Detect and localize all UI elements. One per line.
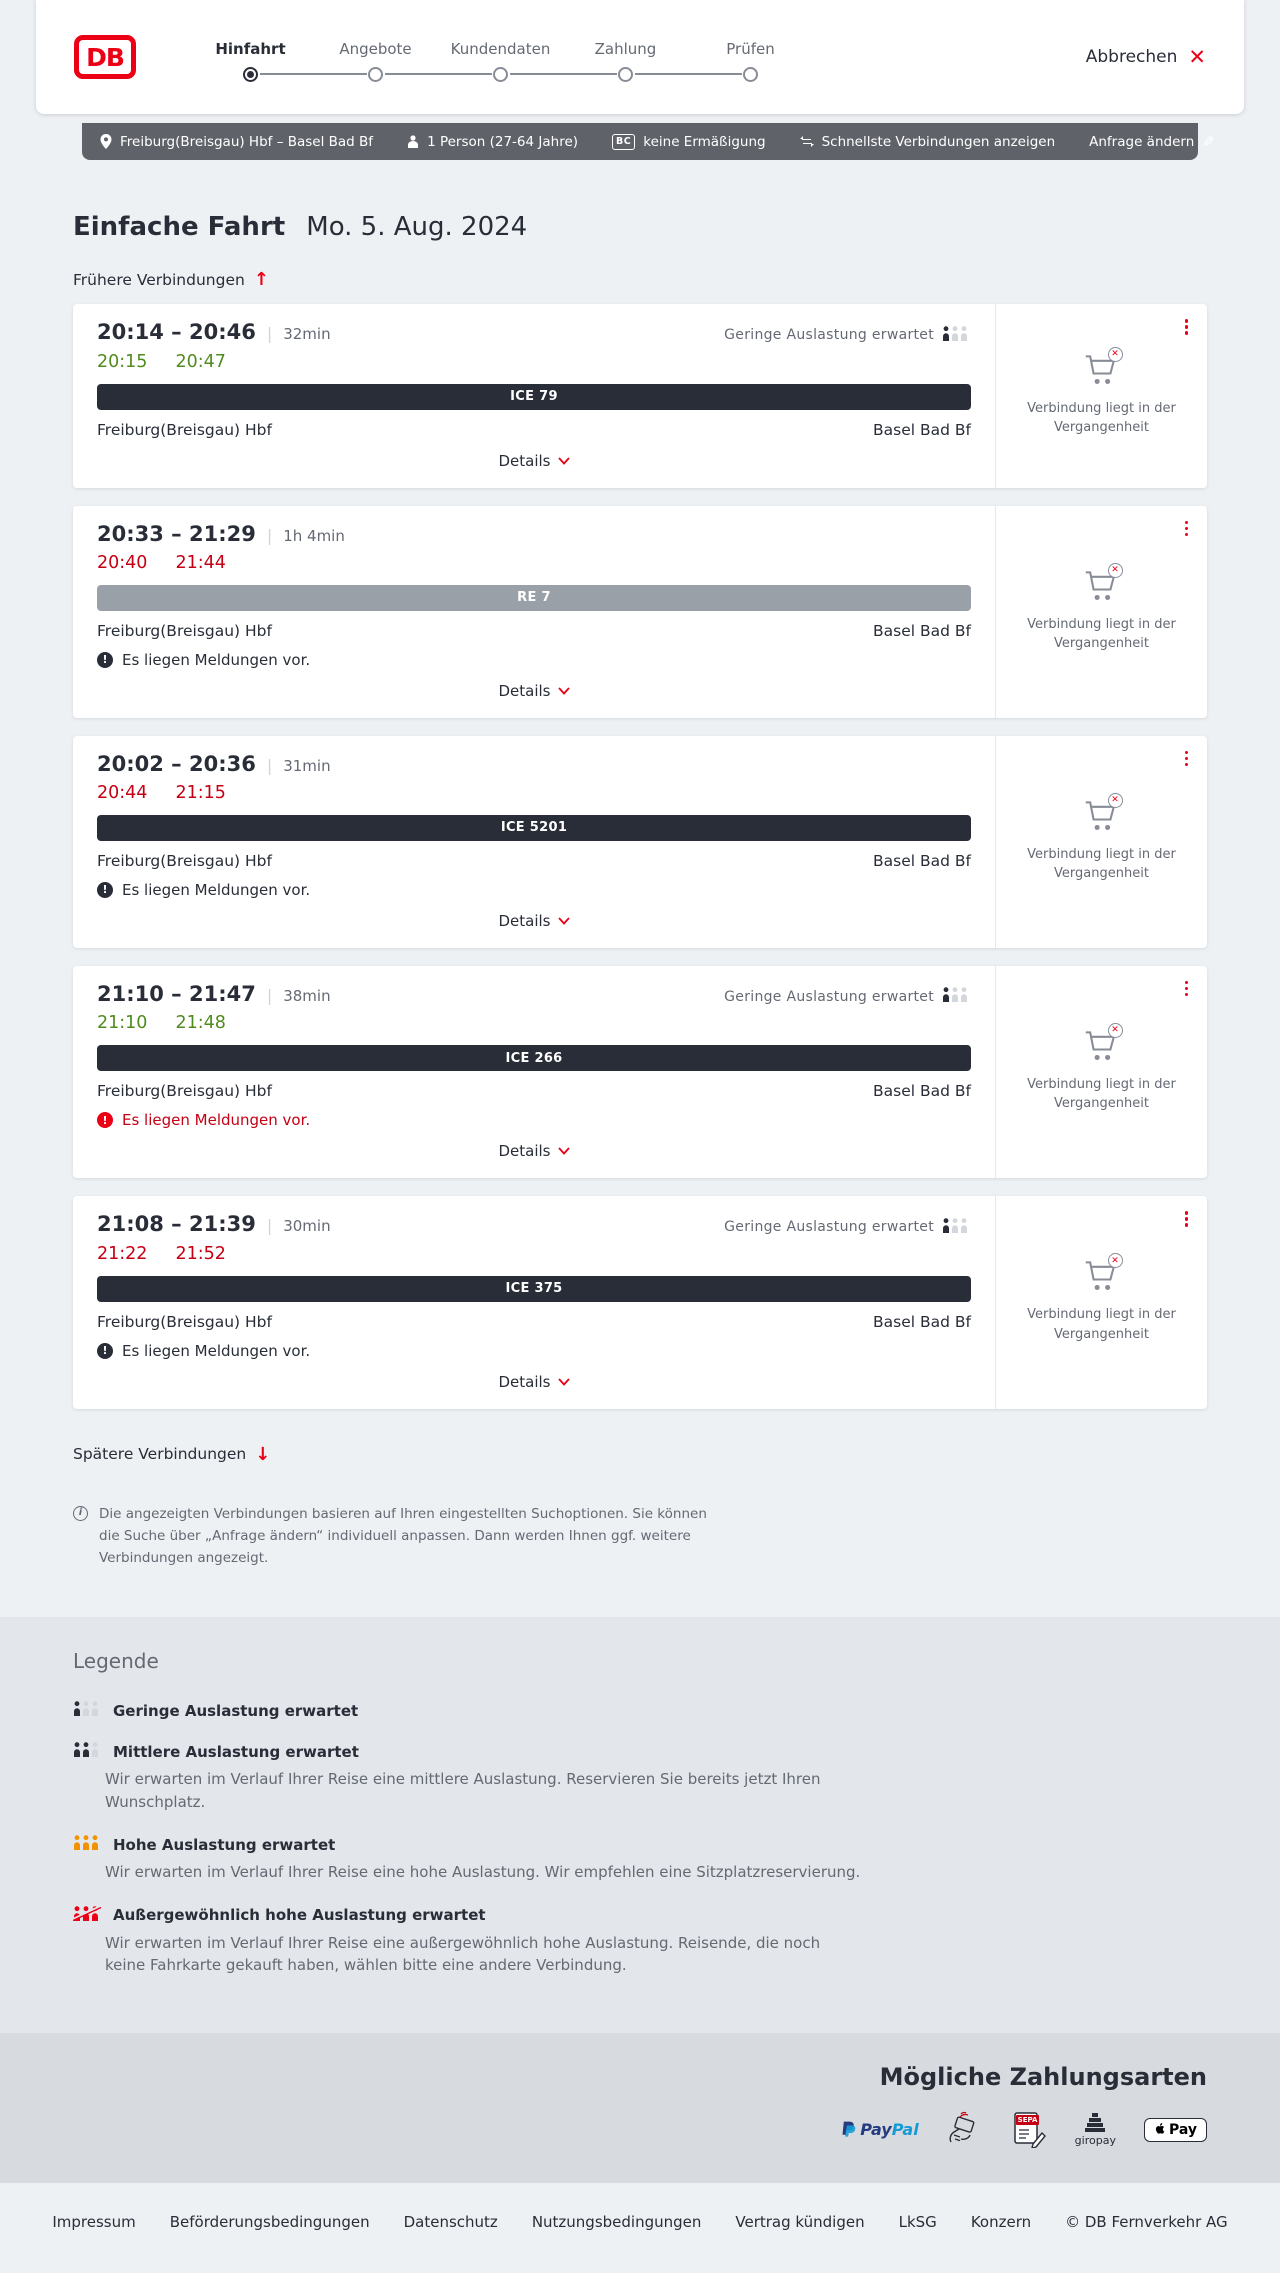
copyright: © DB Fernverkehr AG [1065, 2212, 1228, 2231]
wizard-step[interactable] [313, 40, 438, 82]
arrival-station: Basel Bad Bf [873, 621, 971, 640]
train-label-bar: RE 7 [97, 585, 971, 611]
step-label: Hinfahrt [215, 40, 286, 58]
legend-item-title: Geringe Auslastung erwartet [113, 1701, 359, 1720]
separator: | [266, 755, 273, 775]
footer-link[interactable]: Vertrag kündigen [735, 2212, 865, 2231]
connection-card [73, 304, 1207, 488]
past-connection-note: Verbindung liegt in der Vergangenheit [1027, 616, 1176, 651]
message-text: Es liegen Meldungen vor. [122, 880, 311, 899]
connection-message [97, 651, 971, 669]
trip-duration: 31min [283, 756, 331, 775]
cart-unavailable-icon [1084, 349, 1120, 389]
trip-duration: 32min [283, 325, 331, 343]
departure-station: Freiburg(Breisgau) Hbf [97, 621, 272, 640]
step-label: Zahlung [594, 40, 657, 58]
message-text: Es liegen Meldungen vor. [122, 1341, 311, 1360]
cart-x-badge-icon: ✕ [1108, 563, 1123, 578]
message-text: Es liegen Meldungen vor. [122, 650, 311, 669]
earlier-connections-link[interactable] [73, 269, 269, 290]
arrow-up-icon: ↑ [253, 269, 269, 290]
train-label-bar: ICE 79 [97, 384, 971, 410]
fastest-connections-toggle[interactable] [800, 134, 1056, 150]
actual-departure-time: 20:40 [97, 552, 148, 573]
details-label: Details [498, 681, 551, 700]
passenger-label: 1 Person (27-64 Jahre) [427, 133, 579, 150]
message-text: Es liegen Meldungen vor. [122, 1111, 311, 1129]
occupancy-persons-icon [73, 1742, 102, 1761]
bahncard-icon: BC [612, 134, 635, 150]
warning-icon: ! [97, 1112, 113, 1128]
arrival-station: Basel Bad Bf [873, 1312, 971, 1331]
chevron-down-icon [558, 917, 570, 925]
trip-date: Mo. 5. Aug. 2024 [306, 212, 528, 242]
route-summary [100, 134, 373, 150]
edit-label: Anfrage ändern [1089, 133, 1195, 150]
db-logo[interactable]: DB [74, 35, 136, 79]
details-toggle[interactable] [498, 912, 569, 930]
scheduled-time-range: 21:10 – 21:47 [97, 981, 256, 1006]
cart-unavailable-icon [1084, 1025, 1120, 1065]
occupancy-persons-icon [73, 1701, 102, 1720]
legend-item [73, 1742, 1207, 1813]
payment-title: Mögliche Zahlungsarten [879, 2062, 1207, 2091]
later-label: Spätere Verbindungen [73, 1445, 247, 1463]
legend-item-description: Wir erwarten im Verlauf Ihrer Reise eine außergewöhnlich hohe Auslastung. Reisende, die noch keine Fahrkarte gekauft haben, wählen bitte eine andere Verbindung. [105, 1933, 821, 1975]
kebab-menu-icon[interactable] [1183, 1209, 1191, 1229]
actual-departure-time: 21:10 [97, 1013, 148, 1033]
past-connection-note: Verbindung liegt in der Vergangenheit [1027, 400, 1176, 436]
pencil-icon: ✎ [1202, 132, 1215, 151]
legend-item [73, 1701, 1207, 1720]
details-toggle[interactable] [498, 1373, 569, 1391]
departure-station: Freiburg(Breisgau) Hbf [97, 1312, 272, 1331]
footer-link[interactable]: Beförderungsbedingungen [169, 2212, 370, 2231]
connection-card [73, 506, 1207, 718]
step-dot-icon [368, 67, 383, 82]
arrow-down-icon: ↓ [255, 1443, 271, 1465]
wizard-step[interactable] [563, 40, 688, 82]
edit-request-button[interactable] [1089, 133, 1215, 151]
legend-items [73, 1701, 1207, 1977]
close-icon: ✕ [1188, 44, 1206, 69]
past-connection-note: Verbindung liegt in der Vergangenheit [1027, 846, 1176, 881]
occupancy-label: Geringe Auslastung erwartet [724, 327, 934, 343]
person-icon [407, 135, 419, 148]
legend-item-title: Außergewöhnlich hohe Auslastung erwartet [113, 1906, 486, 1925]
trip-summary-bar [82, 123, 1215, 160]
actual-departure-time: 20:44 [97, 782, 148, 803]
occupancy-persons-icon [942, 326, 971, 345]
legend-item-description: Wir erwarten im Verlauf Ihrer Reise eine hohe Auslastung. Wir empfehlen eine Sitzplatzreservierung. [105, 1863, 861, 1882]
details-toggle[interactable] [498, 682, 569, 700]
sepa-icon: SEPA [1013, 2112, 1047, 2148]
page-title [73, 212, 1207, 242]
warning-icon: ! [97, 1343, 113, 1359]
connection-card-side [995, 1196, 1207, 1409]
past-connection-note: Verbindung liegt in der Vergangenheit [1027, 1076, 1176, 1112]
top-header [36, 0, 1244, 114]
arrival-station: Basel Bad Bf [873, 851, 971, 870]
connection-card-side [995, 736, 1207, 948]
departure-station: Freiburg(Breisgau) Hbf [97, 420, 272, 439]
occupancy-label: Geringe Auslastung erwartet [724, 1219, 934, 1235]
connection-message [97, 881, 971, 899]
chevron-down-icon [558, 687, 570, 695]
scheduled-time-range: 20:33 – 21:29 [97, 521, 256, 546]
train-label-bar: ICE 5201 [97, 815, 971, 841]
chevron-down-icon [558, 457, 570, 465]
paypal-logo-icon [841, 2121, 856, 2139]
cart-x-badge-icon: ✕ [1108, 1253, 1123, 1268]
occupancy-label: Geringe Auslastung erwartet [724, 988, 934, 1005]
actual-departure-time: 21:22 [97, 1243, 148, 1264]
kebab-menu-icon[interactable] [1183, 317, 1191, 337]
separator: | [266, 1216, 273, 1235]
connection-message [97, 1111, 971, 1129]
occupancy-indicator [724, 987, 971, 1006]
actual-arrival-time: 21:15 [175, 782, 226, 803]
arrival-station: Basel Bad Bf [873, 1082, 971, 1100]
details-label: Details [498, 451, 551, 470]
main-content [73, 212, 1207, 1569]
step-label: Prüfen [726, 40, 775, 58]
step-dot-icon [243, 67, 258, 82]
actual-arrival-time: 20:47 [175, 351, 226, 372]
scheduled-time-range: 20:02 – 20:36 [97, 751, 256, 776]
legend-item-title: Hohe Auslastung erwartet [113, 1835, 336, 1854]
step-dot-icon [493, 67, 508, 82]
footer-link[interactable]: Datenschutz [403, 2212, 498, 2231]
earlier-label: Frühere Verbindungen [73, 270, 245, 289]
swap-arrows-icon [800, 136, 814, 147]
kebab-menu-icon[interactable] [1183, 519, 1191, 539]
departure-station: Freiburg(Breisgau) Hbf [97, 1082, 272, 1100]
paypal-icon: PayPal [841, 2120, 918, 2139]
discount-label: keine Ermäßigung [643, 133, 766, 150]
connection-card [73, 966, 1207, 1179]
chevron-down-icon [558, 1378, 570, 1386]
info-note [73, 1503, 713, 1570]
step-dot-icon [743, 67, 758, 82]
footer-link[interactable]: Impressum [52, 2212, 136, 2231]
step-label: Angebote [339, 40, 412, 58]
footer-link[interactable]: LkSG [898, 2212, 937, 2231]
scheduled-time-range: 20:14 – 20:46 [97, 320, 256, 344]
trip-type-title: Einfache Fahrt [73, 212, 286, 242]
separator: | [266, 985, 273, 1005]
step-label: Kundendaten [450, 40, 551, 58]
details-toggle[interactable] [498, 1142, 569, 1160]
arrival-station: Basel Bad Bf [873, 420, 971, 439]
cart-unavailable-icon [1084, 795, 1120, 835]
legend-item-title: Mittlere Auslastung erwartet [113, 1742, 359, 1761]
connection-card [73, 736, 1207, 948]
cart-unavailable-icon [1084, 565, 1120, 605]
connection-card-main [73, 506, 995, 718]
later-connections-link[interactable] [73, 1444, 270, 1465]
separator: | [266, 324, 273, 343]
footer-link[interactable]: Konzern [970, 2212, 1032, 2231]
steps [188, 40, 813, 82]
info-note-text: Die angezeigten Verbindungen basieren auf Ihren eingestellten Suchoptionen. Sie können die Suche über „Anfrage ändern“ individuell anpassen. Dann werden Ihnen ggf. weitere Verbindungen angezeigt. [99, 1505, 707, 1567]
actual-arrival-time: 21:44 [175, 552, 226, 573]
chevron-down-icon [558, 1147, 570, 1155]
location-pin-icon [100, 134, 112, 149]
wizard-step[interactable] [188, 40, 313, 82]
payment-section [0, 2033, 1280, 2183]
kebab-menu-icon[interactable] [1183, 749, 1191, 769]
connection-card-side [995, 506, 1207, 718]
cart-x-badge-icon: ✕ [1108, 347, 1123, 362]
kebab-menu-icon[interactable] [1183, 979, 1191, 999]
legend-section [0, 1617, 1280, 2033]
trip-duration: 38min [283, 986, 331, 1005]
past-connection-note: Verbindung liegt in der Vergangenheit [1027, 1307, 1176, 1342]
cancel-button[interactable] [1085, 44, 1206, 69]
occupancy-persons-icon [73, 1835, 102, 1854]
connection-card-side [995, 966, 1207, 1179]
warning-icon: ! [97, 882, 113, 898]
connection-card-main [73, 736, 995, 948]
train-label-bar: ICE 266 [97, 1045, 971, 1071]
occupancy-persons-icon [942, 987, 971, 1006]
footer-link[interactable]: Nutzungsbedingungen [531, 2212, 702, 2231]
connection-card [73, 1196, 1207, 1409]
actual-arrival-time: 21:52 [175, 1243, 226, 1264]
scheduled-time-range: 21:08 – 21:39 [97, 1212, 256, 1236]
legend-item-description: Wir erwarten im Verlauf Ihrer Reise eine mittlere Auslastung. Reservieren Sie bereits jetzt Ihren Wunschplatz. [105, 1770, 821, 1811]
info-icon: i [73, 1506, 88, 1521]
departure-station: Freiburg(Breisgau) Hbf [97, 851, 272, 870]
wizard-step[interactable] [688, 40, 813, 82]
route-label: Freiburg(Breisgau) Hbf – Basel Bad Bf [120, 133, 374, 150]
details-label: Details [498, 1142, 551, 1160]
details-label: Details [498, 1372, 551, 1391]
apple-pay-icon: Pay [1144, 2118, 1207, 2142]
details-toggle[interactable] [498, 452, 569, 470]
passenger-summary [407, 134, 578, 150]
cart-x-badge-icon: ✕ [1108, 1023, 1123, 1038]
fastest-label: Schnellste Verbindungen anzeigen [821, 133, 1056, 150]
giropay-icon: giropay [1075, 2113, 1116, 2147]
discount-summary [612, 134, 766, 150]
cancel-label: Abbrechen [1085, 47, 1178, 67]
occupancy-persons-icon [73, 1906, 102, 1925]
step-dot-icon [618, 67, 633, 82]
connection-card-side [995, 304, 1207, 488]
bottom-footer [0, 2183, 1280, 2273]
cart-unavailable-icon [1084, 1255, 1120, 1295]
warning-icon: ! [97, 652, 113, 668]
occupancy-persons-icon [942, 1218, 971, 1237]
actual-arrival-time: 21:48 [175, 1013, 226, 1033]
connection-card-main [73, 966, 995, 1179]
connection-list [73, 304, 1207, 1409]
occupancy-indicator [724, 326, 971, 345]
trip-duration: 1h 4min [283, 526, 345, 545]
train-label-bar: ICE 375 [97, 1276, 971, 1302]
trip-duration: 30min [283, 1217, 331, 1235]
cart-x-badge-icon: ✕ [1108, 793, 1123, 808]
legend-item [73, 1906, 1207, 1977]
occupancy-indicator [724, 1218, 971, 1237]
legend-title: Legende [73, 1649, 159, 1674]
details-label: Details [498, 911, 551, 930]
connection-message [97, 1342, 971, 1360]
wizard-step[interactable] [438, 40, 563, 82]
credit-card-icon [947, 2111, 985, 2149]
connection-card-main [73, 1196, 995, 1409]
connection-card-main [73, 304, 995, 488]
actual-departure-time: 20:15 [97, 351, 148, 372]
separator: | [266, 525, 273, 545]
legend-item [73, 1835, 1207, 1884]
